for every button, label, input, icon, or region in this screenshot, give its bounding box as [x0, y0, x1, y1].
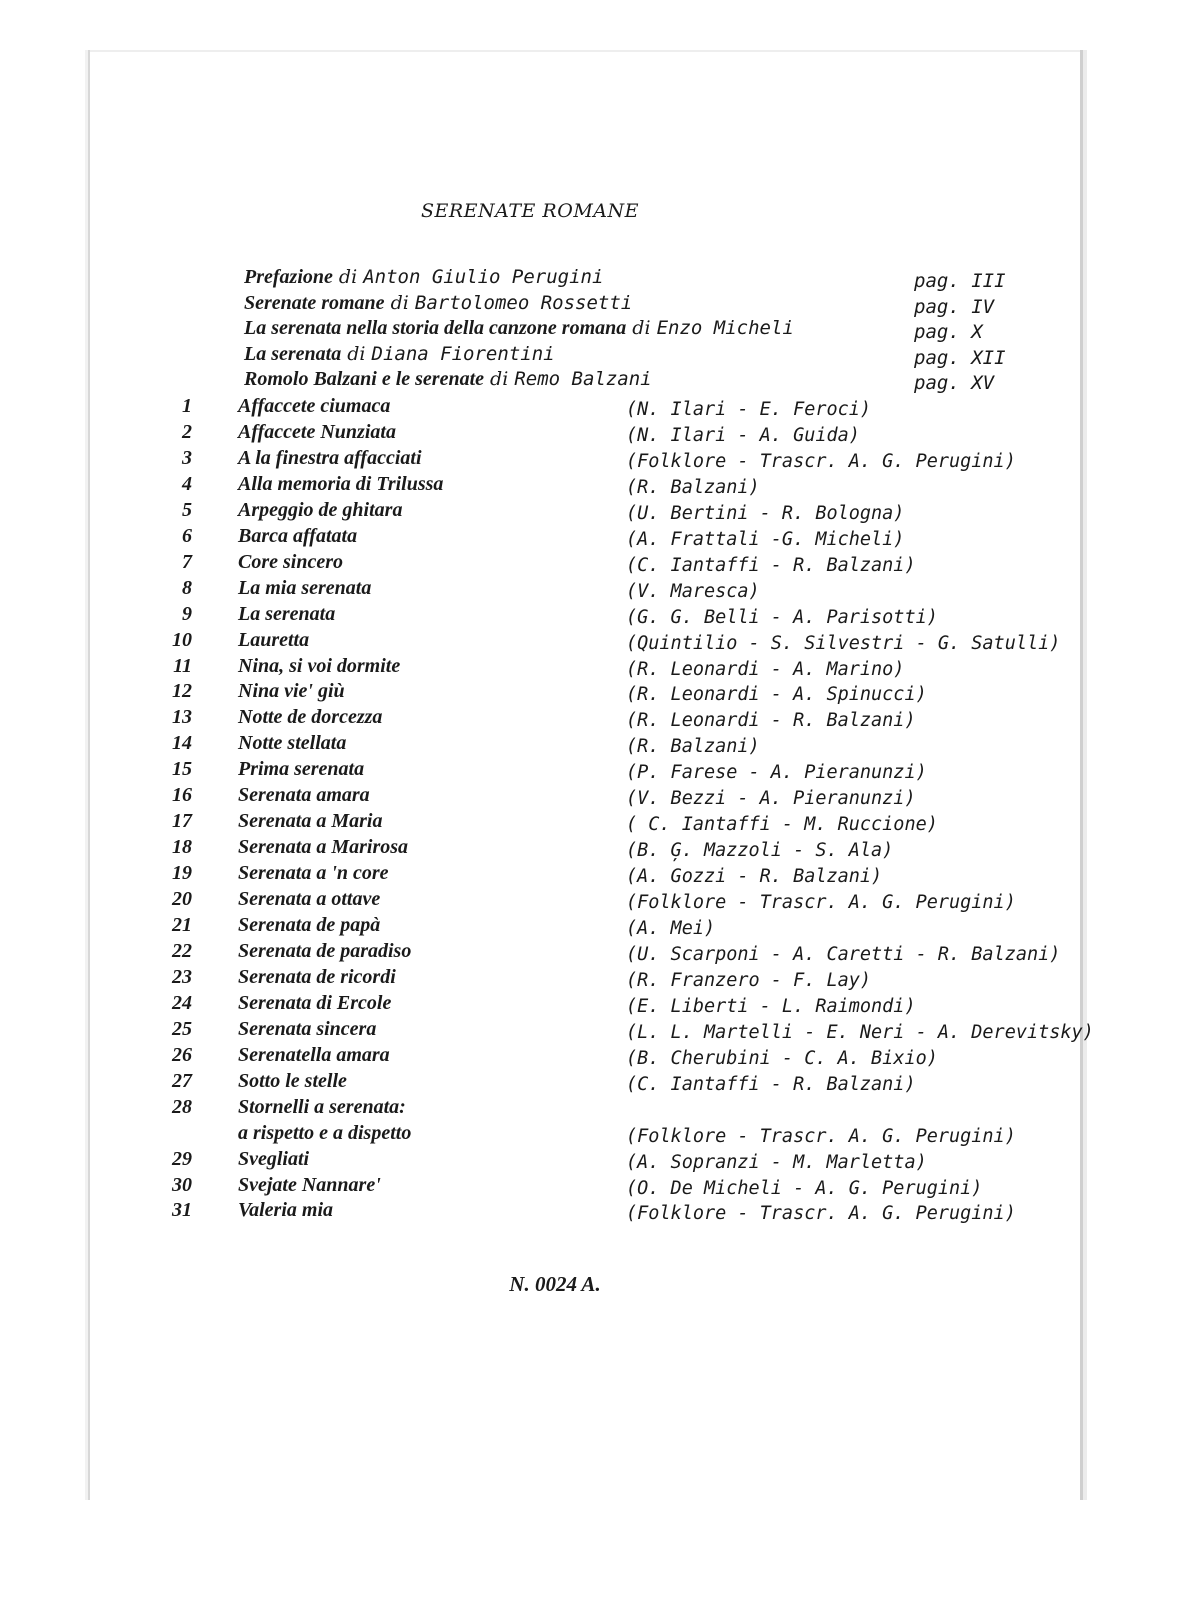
song-number: 30 [172, 1173, 192, 1196]
song-credit: (U. Scarponi - A. Caretti - R. Balzani) [626, 943, 1061, 965]
song-credit: (P. Farese - A. Pieranunzi) [626, 762, 927, 784]
song-number: 31 [172, 1199, 192, 1222]
song-title: Arpeggio de ghitara [238, 498, 403, 521]
song-credit: (A. Gozzi - R. Balzani) [626, 866, 883, 888]
song-credit: (N. Ilari - E. Feroci) [626, 399, 872, 420]
song-credit: (A. Frattali -G. Micheli) [626, 528, 905, 550]
song-number: 8 [182, 576, 192, 599]
song-row [160, 992, 1080, 1018]
song-title: Serenata amara [238, 784, 370, 807]
song-number: 13 [172, 706, 192, 729]
front-matter-title: Prefazione [244, 266, 333, 288]
song-title: Svegliati [238, 1147, 310, 1170]
song-number: 28 [172, 1095, 192, 1118]
song-credit: (E. Liberti - L. Raimondi) [626, 995, 916, 1017]
catalog-code: N. 0024 A. [509, 1272, 601, 1296]
front-matter-page: pag. XII [914, 346, 1006, 369]
song-row [160, 940, 1080, 966]
song-row [160, 914, 1080, 940]
song-row [160, 680, 1080, 706]
song-credit: (A. Mei) [626, 918, 716, 939]
song-row [160, 862, 1080, 888]
song-title: Nina, si voi dormite [238, 654, 401, 677]
song-number: 12 [172, 680, 192, 703]
song-number: 9 [182, 602, 192, 625]
song-title: Serenata sincera [238, 1017, 377, 1040]
front-matter-connector: di [484, 368, 515, 391]
song-row [160, 1174, 1080, 1200]
song-row [160, 603, 1080, 629]
song-row [160, 551, 1080, 577]
song-row [160, 395, 1080, 421]
song-credit: (N. Ilari - A. Guida) [626, 424, 860, 446]
song-title: Affaccete ciumaca [238, 395, 391, 417]
song-title: La serenata [238, 602, 336, 625]
song-row [160, 499, 1080, 525]
song-number: 11 [173, 654, 192, 677]
song-number: 27 [172, 1069, 192, 1092]
song-row [160, 732, 1080, 758]
song-number: 19 [172, 862, 192, 885]
song-credit: (B. Cherubini - C. A. Bixio) [626, 1047, 938, 1069]
song-number: 4 [182, 472, 192, 495]
song-credit: (Folklore - Trascr. A. G. Perugini) [626, 1203, 1016, 1225]
song-number: 20 [172, 888, 192, 911]
song-title: Serenata a Marirosa [238, 836, 409, 859]
song-title: Notte stellata [238, 732, 347, 755]
front-matter-author: Enzo Micheli [656, 317, 794, 340]
song-row [160, 836, 1080, 862]
song-row [160, 525, 1080, 551]
song-number: 23 [172, 965, 192, 988]
song-row [160, 1070, 1080, 1096]
song-number: 1 [182, 395, 192, 417]
song-title: Nina vie' giù [238, 680, 345, 703]
song-row [160, 1017, 1094, 1044]
song-number: 3 [182, 446, 192, 469]
song-title: Valeria mia [238, 1199, 334, 1222]
song-title: Serenata a 'n core [238, 862, 389, 885]
song-row [160, 473, 1080, 499]
song-row [160, 810, 1080, 836]
song-number: 29 [172, 1147, 192, 1170]
song-credit: (R. Balzani) [626, 476, 760, 498]
song-credit: (C. Iantaffi - R. Balzani) [626, 1073, 916, 1095]
song-number: 5 [182, 498, 192, 521]
front-matter-item [244, 317, 1004, 343]
song-credit: (R. Balzani) [626, 736, 760, 758]
front-matter-author: Diana Fiorentini [371, 342, 555, 365]
front-matter-title: Serenate romane [244, 291, 385, 314]
song-title: Stornelli a serenata: [238, 1095, 406, 1118]
song-title: Barca affatata [238, 524, 358, 547]
song-title: Serenata a ottave [238, 888, 381, 911]
song-row [160, 1199, 1080, 1225]
song-credit: (V. Maresca) [626, 580, 760, 602]
song-row [160, 1122, 1080, 1148]
song-credit: (G. G. Belli - A. Parisotti) [626, 606, 938, 628]
song-number: 15 [172, 758, 192, 781]
front-matter-page: pag. IV [914, 295, 995, 318]
song-title: Serenatella amara [238, 1043, 390, 1066]
front-matter-item [244, 343, 1004, 369]
front-matter-page: pag. X [914, 321, 983, 344]
song-credit: (Folklore - Trascr. A. G. Perugini) [626, 1125, 1016, 1147]
song-title: Affaccete Nunziata [238, 420, 396, 443]
song-number: 21 [172, 914, 192, 936]
song-credit: ( C. Iantaffi - M. Ruccione) [626, 814, 938, 836]
front-matter-title: La serenata nella storia della canzone romana [244, 317, 627, 340]
song-credit: (C. Iantaffi - R. Balzani) [626, 554, 916, 576]
song-title: A la finestra affacciati [238, 446, 422, 469]
song-title: Serenata de ricordi [238, 965, 396, 988]
song-credit: (U. Bertini - R. Bologna) [626, 502, 905, 524]
song-credit: (Folklore - Trascr. A. G. Perugini) [626, 450, 1016, 472]
song-number: 2 [182, 420, 192, 443]
song-title: a rispetto e a dispetto [238, 1121, 412, 1144]
song-row [160, 577, 1080, 603]
song-title: Serenata di Ercole [238, 991, 392, 1014]
song-title: Notte de dorcezza [238, 706, 383, 729]
song-credit: (R. Leonardi - R. Balzani) [626, 710, 916, 732]
song-number: 10 [172, 628, 192, 651]
song-credit: (B. Ģ. Mazzoli - S. Ala) [626, 840, 894, 862]
song-number: 17 [172, 810, 192, 833]
front-matter-author: Remo Balzani [514, 368, 652, 391]
song-row [160, 1044, 1080, 1070]
song-number: 26 [172, 1043, 192, 1066]
song-title: Serenata de papà [238, 914, 381, 936]
song-title: Svejate Nannare' [238, 1173, 381, 1196]
song-credit: (R. Leonardi - A. Spinucci) [626, 684, 927, 706]
song-number: 6 [182, 524, 192, 547]
front-matter-title: Romolo Balzani e le serenate [244, 368, 484, 391]
song-credit: (L. L. Martelli - E. Neri - A. Derevitsky) [626, 1021, 1094, 1043]
song-number: 24 [172, 991, 192, 1014]
front-matter-page: pag. XV [914, 372, 995, 395]
song-row [160, 655, 1080, 681]
song-title: Prima serenata [238, 758, 365, 781]
song-row [160, 1148, 1080, 1174]
song-title: Lauretta [238, 628, 310, 651]
song-row [160, 888, 1080, 914]
front-matter-author: Anton Giulio Perugini [363, 266, 604, 288]
song-row [160, 421, 1080, 447]
song-title: Serenata a Maria [238, 810, 383, 833]
song-title: Core sincero [238, 550, 343, 573]
song-number: 7 [182, 550, 192, 573]
song-credit: (V. Bezzi - A. Pieranunzi) [626, 788, 916, 810]
front-matter-author: Bartolomeo Rossetti [414, 291, 633, 314]
front-matter-connector: di [384, 291, 415, 314]
song-row [160, 629, 1080, 655]
song-title: La mia serenata [238, 576, 372, 599]
front-matter-item [244, 368, 1004, 394]
front-matter-connector: di [626, 317, 657, 340]
front-matter-connector: di [341, 342, 372, 365]
song-credit: (O. De Micheli - A. G. Perugini) [626, 1177, 983, 1199]
song-title: Sotto le stelle [238, 1069, 347, 1092]
song-row [160, 758, 1080, 784]
song-number: 25 [172, 1017, 192, 1040]
song-credit: (A. Sopranzi - M. Marletta) [626, 1151, 927, 1173]
song-credit: (R. Leonardi - A. Marino) [626, 658, 905, 680]
song-row [160, 966, 1080, 992]
song-row [160, 706, 1080, 732]
song-title: Serenata de paradiso [238, 939, 412, 962]
song-row [160, 784, 1080, 810]
front-matter-title: La serenata [244, 342, 342, 365]
song-title: Alla memoria di Trilussa [238, 472, 444, 495]
song-credit: (Folklore - Trascr. A. G. Perugini) [626, 892, 1016, 914]
song-number: 14 [172, 732, 192, 755]
song-row [160, 1096, 1080, 1122]
song-number: 22 [172, 939, 192, 962]
song-number: 16 [172, 784, 192, 807]
song-row [160, 447, 1080, 473]
song-credit: (R. Franzero - F. Lay) [626, 969, 872, 991]
front-matter-page: pag. III [914, 270, 1006, 292]
song-number: 18 [172, 836, 192, 859]
front-matter-connector: di [332, 266, 364, 288]
song-credit: (Quintilio - S. Silvestri - G. Satulli) [626, 632, 1061, 654]
page-title: SERENATE ROMANE [420, 200, 639, 222]
front-matter-item [244, 266, 1004, 292]
front-matter-item [244, 292, 1004, 318]
